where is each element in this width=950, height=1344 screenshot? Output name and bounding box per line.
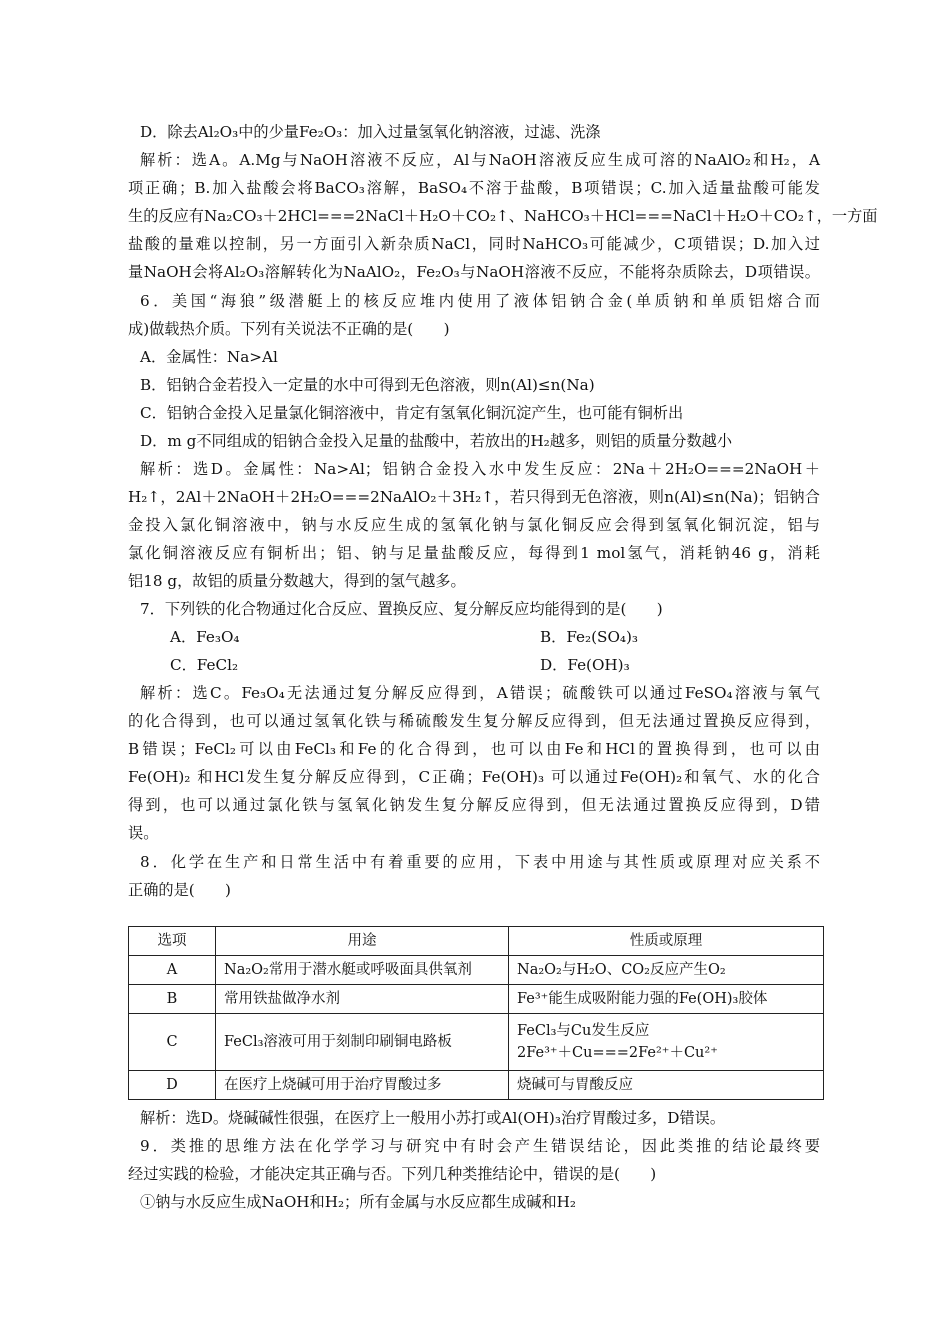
q7-analysis-line-2: 的化合得到，也可以通过氢氧化铁与稀硫酸发生复分解反应得到，但无法通过置换反应得到，: [128, 712, 820, 730]
table-cell-option: D: [129, 1071, 216, 1100]
table-cell-use: 常用铁盐做净水剂: [216, 985, 509, 1014]
q6-stem-line-1: 6．美国“海狼”级潜艇上的核反应堆内使用了液体铝钠合金(单质钠和单质铝熔合而: [140, 292, 820, 310]
q7-analysis-line-6: 误。: [128, 824, 159, 842]
table-cell-property: Na₂O₂与H₂O、CO₂反应产生O₂: [509, 956, 824, 985]
q6-stem-line-2: 成)做载热介质。下列有关说法不正确的是( ): [128, 320, 450, 338]
q7-analysis-line-3: B错误；FeCl₂可以由FeCl₃和Fe的化合得到，也可以由Fe和HCl的置换得到，也可以由: [128, 740, 820, 758]
q7-option-b: B．Fe₂(SO₄)₃: [540, 628, 639, 646]
table-cell-option: C: [129, 1014, 216, 1071]
q8-stem-line-2: 正确的是( ): [128, 881, 231, 899]
q5-analysis-line-5: 量NaOH会将Al₂O₃溶解转化为NaAlO₂，Fe₂O₃与NaOH溶液不反应，不能将杂质除去，D项错误。: [128, 263, 820, 281]
table-cell-option: B: [129, 985, 216, 1014]
table-row: [129, 1071, 824, 1100]
table-cell-use: 在医疗上烧碱可用于治疗胃酸过多: [216, 1071, 509, 1100]
q6-analysis-line-4: 氯化铜溶液反应有铜析出；铝、钠与足量盐酸反应，每得到1 mol氢气，消耗钠46 g，消耗: [128, 544, 820, 562]
q6-option-b: B．铝钠合金若投入一定量的水中可得到无色溶液，则n(Al)≤n(Na): [140, 376, 595, 394]
q5-analysis-line-1: 解析：选A。A.Mg与NaOH溶液不反应，Al与NaOH溶液反应生成可溶的NaAlO₂和H₂，A: [140, 151, 820, 169]
table-cell-option: A: [129, 956, 216, 985]
q6-analysis-line-3: 金投入氯化铜溶液中，钠与水反应生成的氢氧化钠与氯化铜反应会得到氢氧化铜沉淀，铝与: [128, 516, 820, 534]
q6-analysis-line-2: H₂↑，2Al＋2NaOH＋2H₂O===2NaAlO₂＋3H₂↑，若只得到无色溶液，则n(Al)≤n(Na)；铝钠合: [128, 488, 820, 506]
q6-option-c: C．铝钠合金投入足量氯化铜溶液中，肯定有氢氧化铜沉淀产生，也可能有铜析出: [140, 404, 684, 422]
q7-option-c: C．FeCl₂: [170, 656, 239, 674]
q9-stem-line-2: 经过实践的检验，才能决定其正确与否。下列几种类推结论中，错误的是( ): [128, 1165, 657, 1183]
table-row: [129, 956, 824, 985]
table-cell-property: Fe³⁺能生成吸附能力强的Fe(OH)₃胶体: [509, 985, 824, 1014]
q5-analysis-line-4: 盐酸的量难以控制，另一方面引入新杂质NaCl，同时NaHCO₃可能减少，C项错误；D.加入过: [128, 235, 820, 253]
q5-option-d: D．除去Al₂O₃中的少量Fe₂O₃：加入过量氢氧化钠溶液，过滤、洗涤: [140, 123, 601, 141]
property-line-2: 2Fe³⁺＋Cu===2Fe²⁺＋Cu²⁺: [517, 1045, 718, 1061]
q8-stem-line-1: 8．化学在生产和日常生活中有着重要的应用，下表中用途与其性质或原理对应关系不: [140, 853, 820, 871]
q7-analysis-line-1: 解析：选C。Fe₃O₄无法通过复分解反应得到，A错误；硫酸铁可以通过FeSO₄溶液与氧气: [140, 684, 820, 702]
q7-option-a: A．Fe₃O₄: [170, 628, 240, 646]
q7-option-d: D．Fe(OH)₃: [540, 656, 630, 674]
table-row: [129, 1014, 824, 1071]
q9-statement-1: ①钠与水反应生成NaOH和H₂；所有金属与水反应都生成碱和H₂: [140, 1193, 577, 1211]
table-cell-use: FeCl₃溶液可用于刻制印刷铜电路板: [216, 1014, 509, 1071]
table-header-cell: 用途: [216, 927, 509, 956]
q9-stem-line-1: 9．类推的思维方法在化学学习与研究中有时会产生错误结论，因此类推的结论最终要: [140, 1137, 820, 1155]
q8-table: [128, 926, 824, 1100]
q5-analysis-line-3: 生的反应有Na₂CO₃＋2HCl===2NaCl＋H₂O＋CO₂↑、NaHCO₃＋HCl===NaCl＋H₂O＋CO₂↑，一方面: [128, 207, 878, 225]
table-cell-use: Na₂O₂常用于潜水艇或呼吸面具供氧剂: [216, 956, 509, 985]
table-header-cell: 选项: [129, 927, 216, 956]
table-header-row: [129, 927, 824, 956]
q6-analysis-line-5: 铝18 g，故铝的质量分数越大，得到的氢气越多。: [128, 572, 466, 590]
q8-analysis: 解析：选D。烧碱碱性很强，在医疗上一般用小苏打或Al(OH)₃治疗胃酸过多，D错误。: [140, 1109, 726, 1127]
table-cell-property: [509, 1014, 824, 1071]
table-cell-property: 烧碱可与胃酸反应: [509, 1071, 824, 1100]
q5-analysis-line-2: 项正确；B.加入盐酸会将BaCO₃溶解，BaSO₄不溶于盐酸，B项错误；C.加入适量盐酸可能发: [128, 179, 820, 197]
q7-analysis-line-5: 得到，也可以通过氯化铁与氢氧化钠发生复分解反应得到，但无法通过置换反应得到，D错: [128, 796, 820, 814]
table-row: [129, 985, 824, 1014]
property-line-1: FeCl₃与Cu发生反应: [517, 1023, 650, 1039]
q6-analysis-line-1: 解析：选D。金属性：Na>Al；铝钠合金投入水中发生反应：2Na＋2H₂O===2NaOH＋: [140, 460, 820, 478]
q6-option-d: D．m g不同组成的铝钠合金投入足量的盐酸中，若放出的H₂越多，则铝的质量分数越小: [140, 432, 733, 450]
table-header-cell: 性质或原理: [509, 927, 824, 956]
q6-option-a: A．金属性：Na>Al: [140, 348, 278, 366]
q7-analysis-line-4: Fe(OH)₂ 和HCl发生复分解反应得到，C正确；Fe(OH)₃ 可以通过Fe(OH)₂和氧气、水的化合: [128, 768, 820, 786]
q7-stem: 7．下列铁的化合物通过化合反应、置换反应、复分解反应均能得到的是( ): [140, 600, 663, 618]
